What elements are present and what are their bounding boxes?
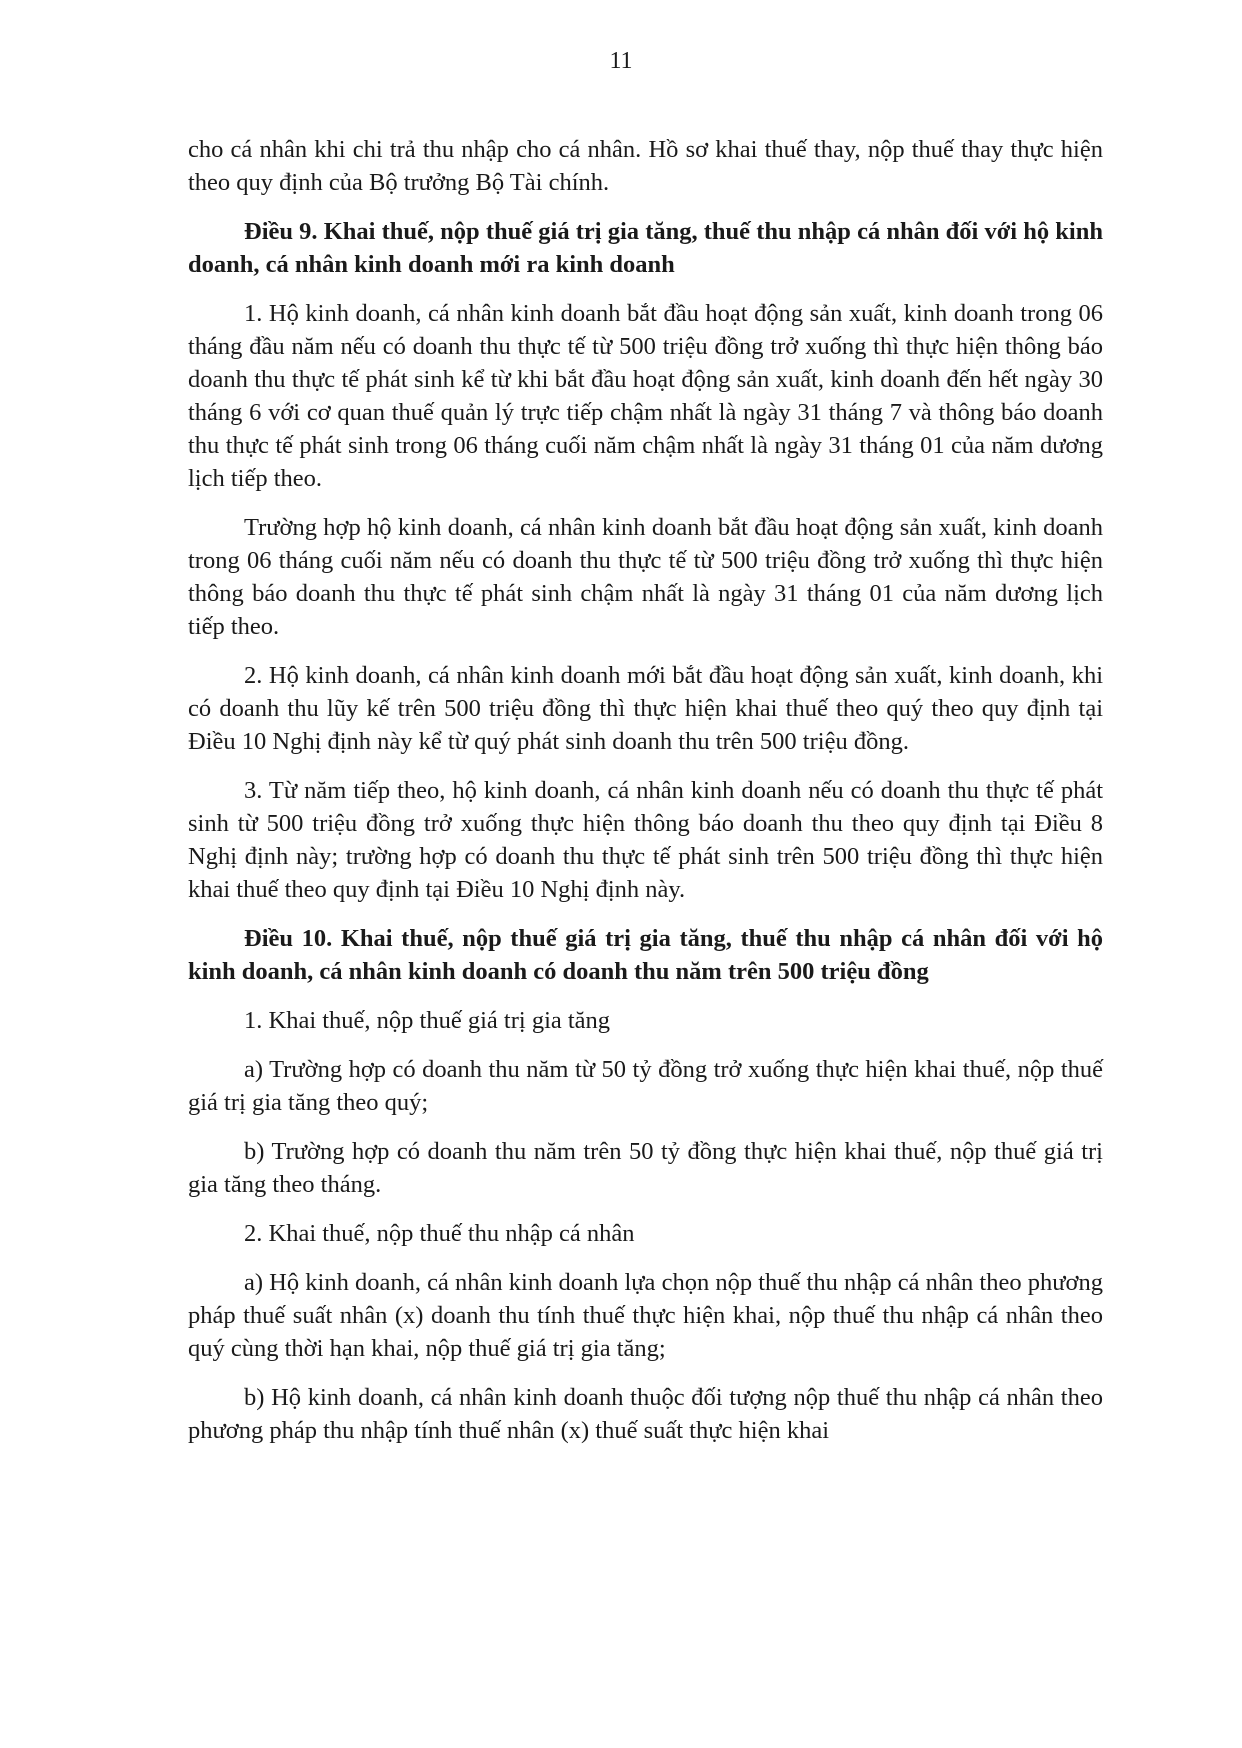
article-10-clause-1: 1. Khai thuế, nộp thuế giá trị gia tăng xyxy=(244,1007,611,1034)
article-9-clause-2: 2. Hộ kinh doanh, cá nhân kinh doanh mới bắt đầu hoạt động sản xuất, kinh doanh, khi có doanh thu lũy kế trên 500 triệu đồng thì thực hiện khai thuế theo quý theo quy định tại Điều 10 Nghị định này kể từ quý phát sinh doanh thu trên 500 triệu đồng. xyxy=(188,662,1103,755)
article-9-heading: Điều 9. Khai thuế, nộp thuế giá trị gia tăng, thuế thu nhập cá nhân đối với hộ kinh doanh, cá nhân kinh doanh mới ra kinh doanh xyxy=(188,218,1103,278)
paragraph-continuation: cho cá nhân khi chi trả thu nhập cho cá nhân. Hồ sơ khai thuế thay, nộp thuế thay thực hiện theo quy định của Bộ trưởng Bộ Tài chính. xyxy=(188,136,1103,196)
article-10-clause-1a: a) Trường hợp có doanh thu năm từ 50 tỷ đồng trở xuống thực hiện khai thuế, nộp thuế giá trị gia tăng theo quý; xyxy=(188,1056,1103,1116)
page-number: 11 xyxy=(609,48,633,74)
article-10-clause-2: 2. Khai thuế, nộp thuế thu nhập cá nhân xyxy=(244,1220,635,1247)
article-9-clause-3: 3. Từ năm tiếp theo, hộ kinh doanh, cá nhân kinh doanh nếu có doanh thu thực tế phát sinh từ 500 triệu đồng trở xuống thực hiện thông báo doanh thu theo quy định tại Điều 8 Nghị định này; trường hợp có doanh thu thực tế phát sinh trên 500 triệu đồng thì thực hiện khai thuế theo quy định tại Điều 10 Nghị định này. xyxy=(188,777,1103,903)
article-10-clause-2a: a) Hộ kinh doanh, cá nhân kinh doanh lựa chọn nộp thuế thu nhập cá nhân theo phương pháp thuế suất nhân (x) doanh thu tính thuế thực hiện khai, nộp thuế thu nhập cá nhân theo quý cùng thời hạn khai, nộp thuế giá trị gia tăng; xyxy=(188,1269,1103,1362)
article-9-clause-1: 1. Hộ kinh doanh, cá nhân kinh doanh bắt đầu hoạt động sản xuất, kinh doanh trong 06 tháng đầu năm nếu có doanh thu thực tế từ 500 triệu đồng trở xuống thì thực hiện thông báo doanh thu thực tế phát sinh kể từ khi bắt đầu hoạt động sản xuất, kinh doanh đến hết ngày 30 tháng 6 với cơ quan thuế quản lý trực tiếp chậm nhất là ngày 31 tháng 7 và thông báo doanh thu thực tế phát sinh trong 06 tháng cuối năm chậm nhất là ngày 31 tháng 01 của năm dương lịch tiếp theo. xyxy=(188,300,1103,492)
article-9-clause-1-case: Trường hợp hộ kinh doanh, cá nhân kinh doanh bắt đầu hoạt động sản xuất, kinh doanh trong 06 tháng cuối năm nếu có doanh thu thực tế từ 500 triệu đồng trở xuống thì thực hiện thông báo doanh thu thực tế phát sinh chậm nhất là ngày 31 tháng 01 của năm dương lịch tiếp theo. xyxy=(188,514,1103,640)
article-10-clause-2b: b) Hộ kinh doanh, cá nhân kinh doanh thuộc đối tượng nộp thuế thu nhập cá nhân theo phương pháp thu nhập tính thuế nhân (x) thuế suất thực hiện khai xyxy=(188,1384,1103,1444)
article-10-clause-1b: b) Trường hợp có doanh thu năm trên 50 tỷ đồng thực hiện khai thuế, nộp thuế giá trị gia tăng theo tháng. xyxy=(188,1138,1103,1198)
document-body xyxy=(188,133,1103,1463)
article-10-heading: Điều 10. Khai thuế, nộp thuế giá trị gia tăng, thuế thu nhập cá nhân đối với hộ kinh doanh, cá nhân kinh doanh có doanh thu năm trên 500 triệu đồng xyxy=(188,925,1103,985)
